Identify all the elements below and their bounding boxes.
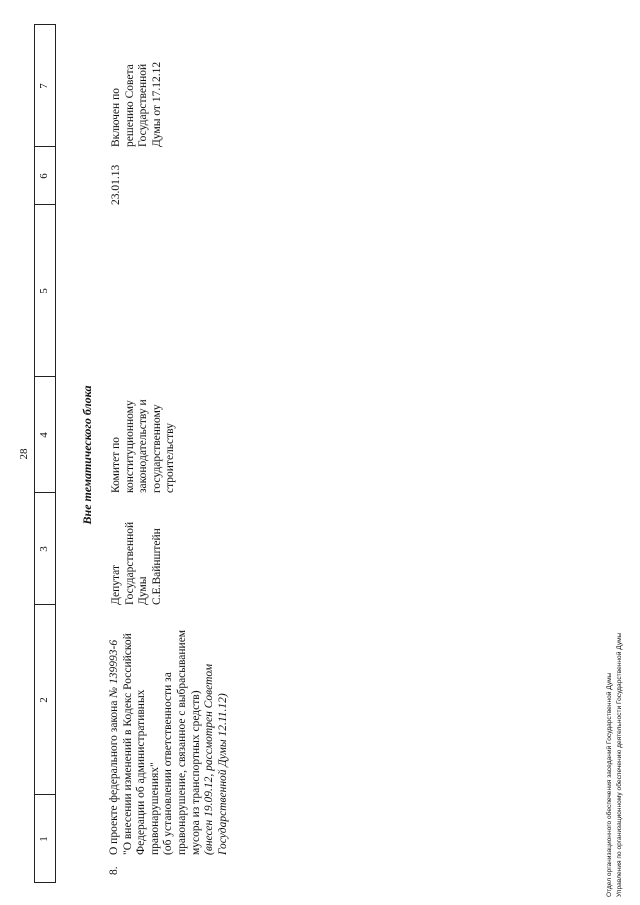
bill-title-line: Федерации об административных [135, 689, 148, 855]
bill-title-line: "О внесении изменений в Кодекс Российской [121, 633, 134, 855]
column-number-1: 1 [38, 836, 50, 842]
header-bottom-rule [55, 24, 56, 883]
row-number: 8. [108, 866, 120, 875]
initiator-line: Думы [137, 576, 150, 605]
initiator-cell [110, 493, 164, 605]
committee-line: законодательству и [137, 399, 150, 493]
initiator-line: Депутат [110, 565, 122, 605]
column-number-5: 5 [38, 288, 50, 294]
column-number-7: 7 [38, 83, 50, 89]
bill-number: № 139993-6 [108, 639, 120, 698]
initiator-line: С.Е.Вайнштейн [150, 528, 163, 605]
bill-history-line: Государственной Думы 12.11.12) [216, 693, 229, 855]
committee-line: государственному [150, 404, 163, 493]
note-cell [110, 25, 164, 147]
bill-description [108, 595, 230, 855]
bill-title-line: правонарушениях" [148, 762, 161, 855]
block-title: Вне тематического блока [80, 385, 94, 525]
committee-line: конституционному [123, 400, 136, 493]
note-line: решению Совета [123, 64, 136, 147]
initiator-line: Государственной [123, 521, 136, 605]
bill-subject-line: (об установлении ответственности за [162, 672, 175, 855]
note-line: Государственной [137, 63, 150, 147]
note-line: Включен по [110, 88, 122, 147]
bill-subject-line: правонарушение, связанное с выбрасыванием [175, 629, 188, 855]
date-cell: 23.01.13 [110, 164, 122, 205]
column-number-3: 3 [38, 546, 50, 552]
footer-line: Управления по организационному обеспечению деятельности Государственной Думы [616, 632, 623, 897]
bill-history-line: (внесен 19.09.12, рассмотрен Советом [203, 663, 216, 855]
column-number-6: 6 [38, 173, 50, 179]
header-top-rule [34, 24, 35, 883]
column-number-4: 4 [38, 432, 50, 438]
note-line: Думы от 17.12.12 [150, 61, 163, 147]
committee-cell [110, 377, 178, 493]
bill-subject-line: мусора из транспортных средств) [189, 690, 202, 855]
committee-line: строительству [164, 423, 177, 493]
bill-title-first-line [108, 595, 122, 855]
footer-line: Отдел организационного обеспечения заседаний Государственной Думы [606, 672, 613, 897]
column-number-2: 2 [38, 697, 50, 703]
committee-line: Комитет по [110, 437, 122, 493]
bill-title-prefix: О проекте федерального закона [108, 697, 120, 855]
page-number: 28 [18, 448, 30, 460]
